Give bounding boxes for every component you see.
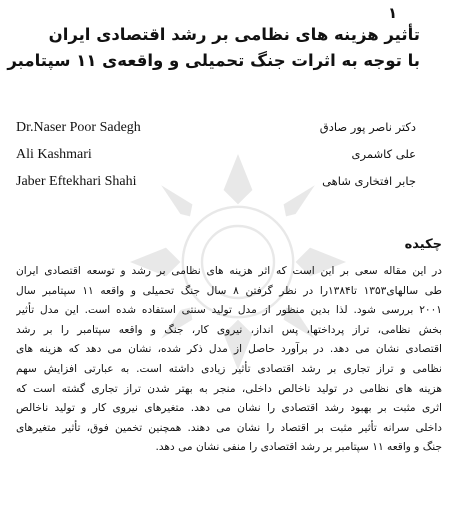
author-name-fa: جابر افتخاری شاهی bbox=[322, 174, 416, 188]
abstract-line: ۲۰۰۱ بررسی شود. لذا بدین منظور از مدل تولید سنتی استفاده شده است. این مدل تأثیر bbox=[16, 304, 442, 317]
abstract-body bbox=[16, 262, 442, 458]
abstract-line: اقتصادی نشان می دهد. در برآورد حاصل از مدل ذکر شده، نشان می دهد که هزینه های bbox=[16, 343, 442, 356]
abstract-line: هزینه های نظامی در تولید ناخالص داخلی، منجر به بهتر شدن تراز تجاری گشته است که bbox=[16, 382, 442, 395]
title-line-1: تأثیر هزینه های نظامی بر رشد اقتصادی ایران bbox=[48, 25, 420, 44]
abstract-line: جنگ و واقعه ۱۱ سپتامبر بر رشد اقتصادی را منفی نشان می دهد. bbox=[155, 441, 442, 454]
author-row bbox=[16, 120, 416, 147]
page-number: ۱ bbox=[388, 4, 398, 22]
author-name-fa: دکتر ناصر پور صادق bbox=[319, 120, 416, 134]
abstract-line: داخلی سرانه تأثیر مثبت بر اقتصاد را نشان می دهند. همچنین تخمین فوق، تأثیر متغیرهای bbox=[16, 421, 442, 434]
author-name-fa: علی کاشمری bbox=[351, 147, 416, 161]
author-name-en: Dr.Naser Poor Sadegh bbox=[16, 120, 141, 135]
title-line-2: با توجه به اثرات جنگ تحمیلی و واقعه‌ی ۱۱ سپتامبر bbox=[7, 51, 420, 70]
abstract-line: بخش نظامی، تراز پرداختها، پس انداز، نیروی کار، جنگ و واقعه سپتامبر را بر رشد bbox=[16, 323, 442, 336]
author-row bbox=[16, 147, 416, 174]
paper-title bbox=[7, 22, 420, 74]
abstract-line: طی سالهای۱۳۵۳ تا۱۳۸۴را در نظر گرفتن ۸ سال جنگ تحمیلی و واقعه ۱۱ سپتامبر سال bbox=[16, 284, 442, 297]
abstract-line: در این مقاله سعی بر این است که اثر هزینه های نظامی بر رشد و توسعه اقتصادی ایران bbox=[16, 265, 442, 277]
author-name-en: Jaber Eftekhari Shahi bbox=[16, 174, 137, 189]
authors-list bbox=[16, 120, 416, 201]
author-row bbox=[16, 174, 416, 201]
abstract-line: اثری مثبت بر بهبود رشد اقتصادی را نشان می دهد. متغیرهای نیروی کار و تولید ناخالص bbox=[16, 402, 442, 415]
author-name-en: Ali Kashmari bbox=[16, 147, 92, 162]
abstract-line: نظامی و تراز تجاری بر رشد اقتصادی تأثیر زیادی داشته است. به عبارتی افزایش سهم bbox=[16, 362, 442, 375]
abstract-heading: چکیده bbox=[404, 237, 442, 252]
